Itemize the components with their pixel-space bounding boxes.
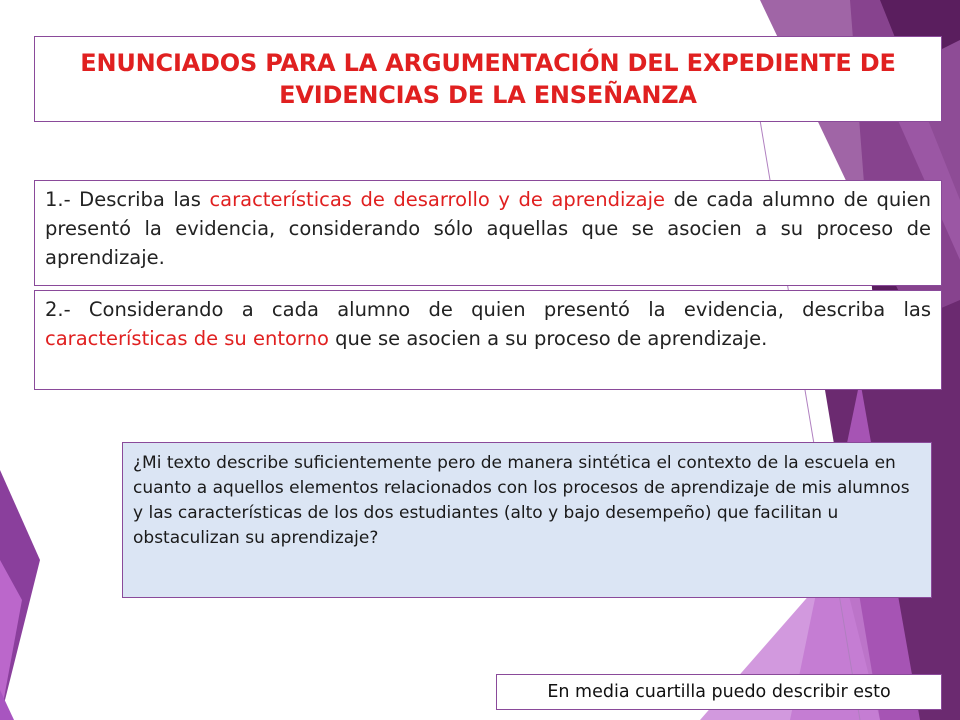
title-line-1: ENUNCIADOS PARA LA ARGUMENTACIÓN DEL EXPEDIENTE DE [80, 49, 896, 77]
length-note: En media cuartilla puedo describir esto [496, 674, 942, 710]
statement-1-text-a: 1.- Describa las [45, 188, 210, 211]
slide-title [34, 36, 942, 122]
statement-1-highlight: características de desarrollo y de aprendizaje [209, 188, 666, 211]
statement-2 [34, 290, 942, 390]
title-line-2: EVIDENCIAS DE LA ENSEÑANZA [279, 81, 697, 109]
statement-1 [34, 180, 942, 286]
statement-2-text-a: 2.- Considerando a cada alumno de quien presentó la evidencia, describa las [45, 298, 931, 321]
statement-2-text-b: que se asocien a su proceso de aprendizaje. [328, 327, 768, 350]
statement-1-text-b: de cada alumno de quien presentó la evidencia, considerando sólo aquellas que se asocien a su proceso de aprendizaje. [45, 188, 932, 269]
reflection-question: ¿Mi texto describe suficientemente pero de manera sintética el contexto de la escuela en cuanto a aquellos elementos relacionados con los procesos de aprendizaje de mis alumnos y las características de los dos estudiantes (alto y bajo desempeño) que facilitan u obstaculizan su aprendizaje? [122, 442, 932, 598]
statement-2-highlight: características de su entorno [45, 327, 329, 350]
purple-shard [0, 690, 14, 720]
